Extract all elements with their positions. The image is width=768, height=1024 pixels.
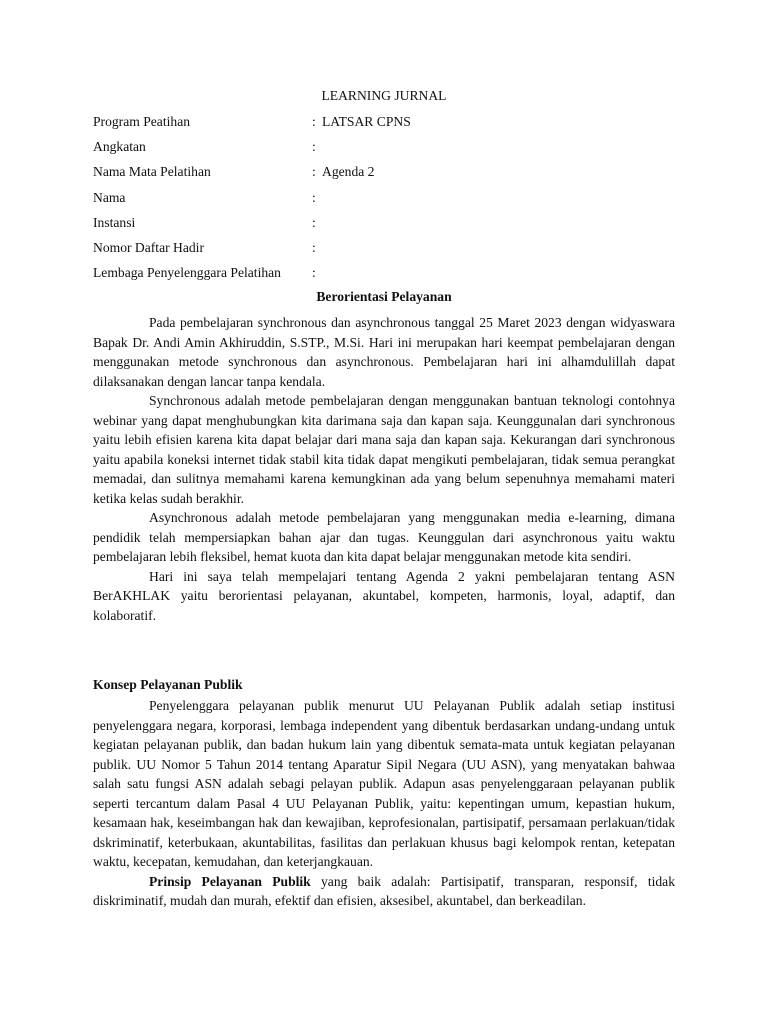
paragraph: Pada pembelajaran synchronous dan asynchronous tanggal 25 Maret 2023 dengan widyaswara Bapak Dr. Andi Amin Akhiruddin, S.STP., M.Si. Hari ini merupakan hari keempat pembelajaran dengan menggunakan metode synchronous dan asynchronous. Pembelajaran hari ini alhamdulillah dapat dilaksanakan dengan lancar tanpa kendala.	[93, 315, 675, 389]
meta-colon: :	[312, 214, 316, 230]
meta-colon: :	[312, 114, 316, 129]
meta-colon: :	[312, 189, 316, 205]
paragraph: Synchronous adalah metode pembelajaran dengan menggunakan bantuan teknologi contohnya webinar yang dapat menghubungkan kita darimana saja dan kapan saja. Keunggunalan dari synchronous yaitu lebih efisien karena kita dapat belajar dari mana saja dan kapan saja. Kekurangan dari synchronous yaitu apabila koneksi internet tidak stabil kita tidak dapat mengikuti pembelajaran, tidak semua perangkat memadai, dan sulitnya memahami karena kemungkinan ada yang belum sepenuhnya memahami materi ketika kelas sudah berakhir.	[93, 393, 675, 506]
meta-colon: :	[312, 139, 316, 155]
meta-value: LATSAR CPNS	[322, 114, 411, 129]
section-body-konsep-pelayanan-publik	[93, 696, 675, 911]
meta-value: Agenda 2	[322, 164, 375, 180]
paragraph-text: yang baik adalah: Partisipatif, transparan, responsif, tidak diskriminatif, mudah dan murah, efektif dan efisien, aksesibel, akuntabel, dan berkeadilan.	[93, 873, 675, 908]
meta-colon: :	[312, 265, 316, 281]
section-heading-konsep-pelayanan-publik: Konsep Pelayanan Publik	[93, 677, 243, 692]
paragraph: Hari ini saya telah mempelajari tentang Agenda 2 yakni pembelajaran tentang ASN BerAKHLAK yaitu berorientasi pelayanan, akuntabel, kompeten, harmonis, loyal, adaptif, dan kolaboratif.	[93, 568, 675, 623]
document-title: LEARNING JURNAL	[321, 88, 447, 103]
meta-label: Instansi	[93, 214, 136, 230]
meta-label: Nomor Daftar Hadir	[93, 239, 204, 255]
meta-label: Program Peatihan	[93, 114, 191, 129]
meta-label: Nama Mata Pelatihan	[93, 164, 211, 180]
section-heading-berorientasi-pelayanan: Berorientasi Pelayanan	[316, 289, 452, 304]
meta-label: Nama	[93, 189, 126, 205]
paragraph: Penyelenggara pelayanan publik menurut UU Pelayanan Publik adalah setiap institusi penyelenggara negara, korporasi, lembaga independent yang dibentuk berdasarkan undang-undang untuk kegiatan pelayanan publik, dan badan hukum lain yang dibentuk semata-mata untuk kegiatan pelayanan publik. UU Nomor 5 Tahun 2014 tentang Aparatur Sipil Negara (UU ASN), yang menyatakan bahwaa salah satu fungsi ASN adalah sebagi pelayan publik. Adapun asas penyelenggaraan pelayanan publik seperti tercantum dalam Pasal 4 UU Pelayanan Publik, yaitu: kepentingan umum, kepastian hukum, kesamaan hak, keseimbangan hak dan kewajiban, keprofesionalan, partisipatif, persamaan perlakuan/tidak dskriminatif, keterbukaan, akuntabilitas, fasilitas dan perlakuan khusus bagi kelompok rentan, ketepatan waktu, kecepatan, kemudahan, dan keterjangkauan.	[93, 698, 675, 869]
paragraph: Asynchronous adalah metode pembelajaran yang menggunakan media e-learning, dimana pendidik telah mempersiapkan bahan ajar dan tugas. Keunggulan dari asynchronous yaitu waktu pembelajaran lebih fleksibel, hemat kuota dan kita dapat belajar menggunakan metode kita sendiri.	[93, 510, 675, 564]
meta-colon: :	[312, 239, 316, 255]
meta-label: Lembaga Penyelenggara Pelatihan	[93, 265, 281, 281]
bold-term: Prinsip Pelayanan Publik	[149, 873, 311, 889]
section-body-berorientasi-pelayanan	[93, 313, 675, 625]
paragraph	[93, 872, 675, 911]
meta-colon: :	[312, 164, 316, 180]
meta-label: Angkatan	[93, 139, 146, 155]
